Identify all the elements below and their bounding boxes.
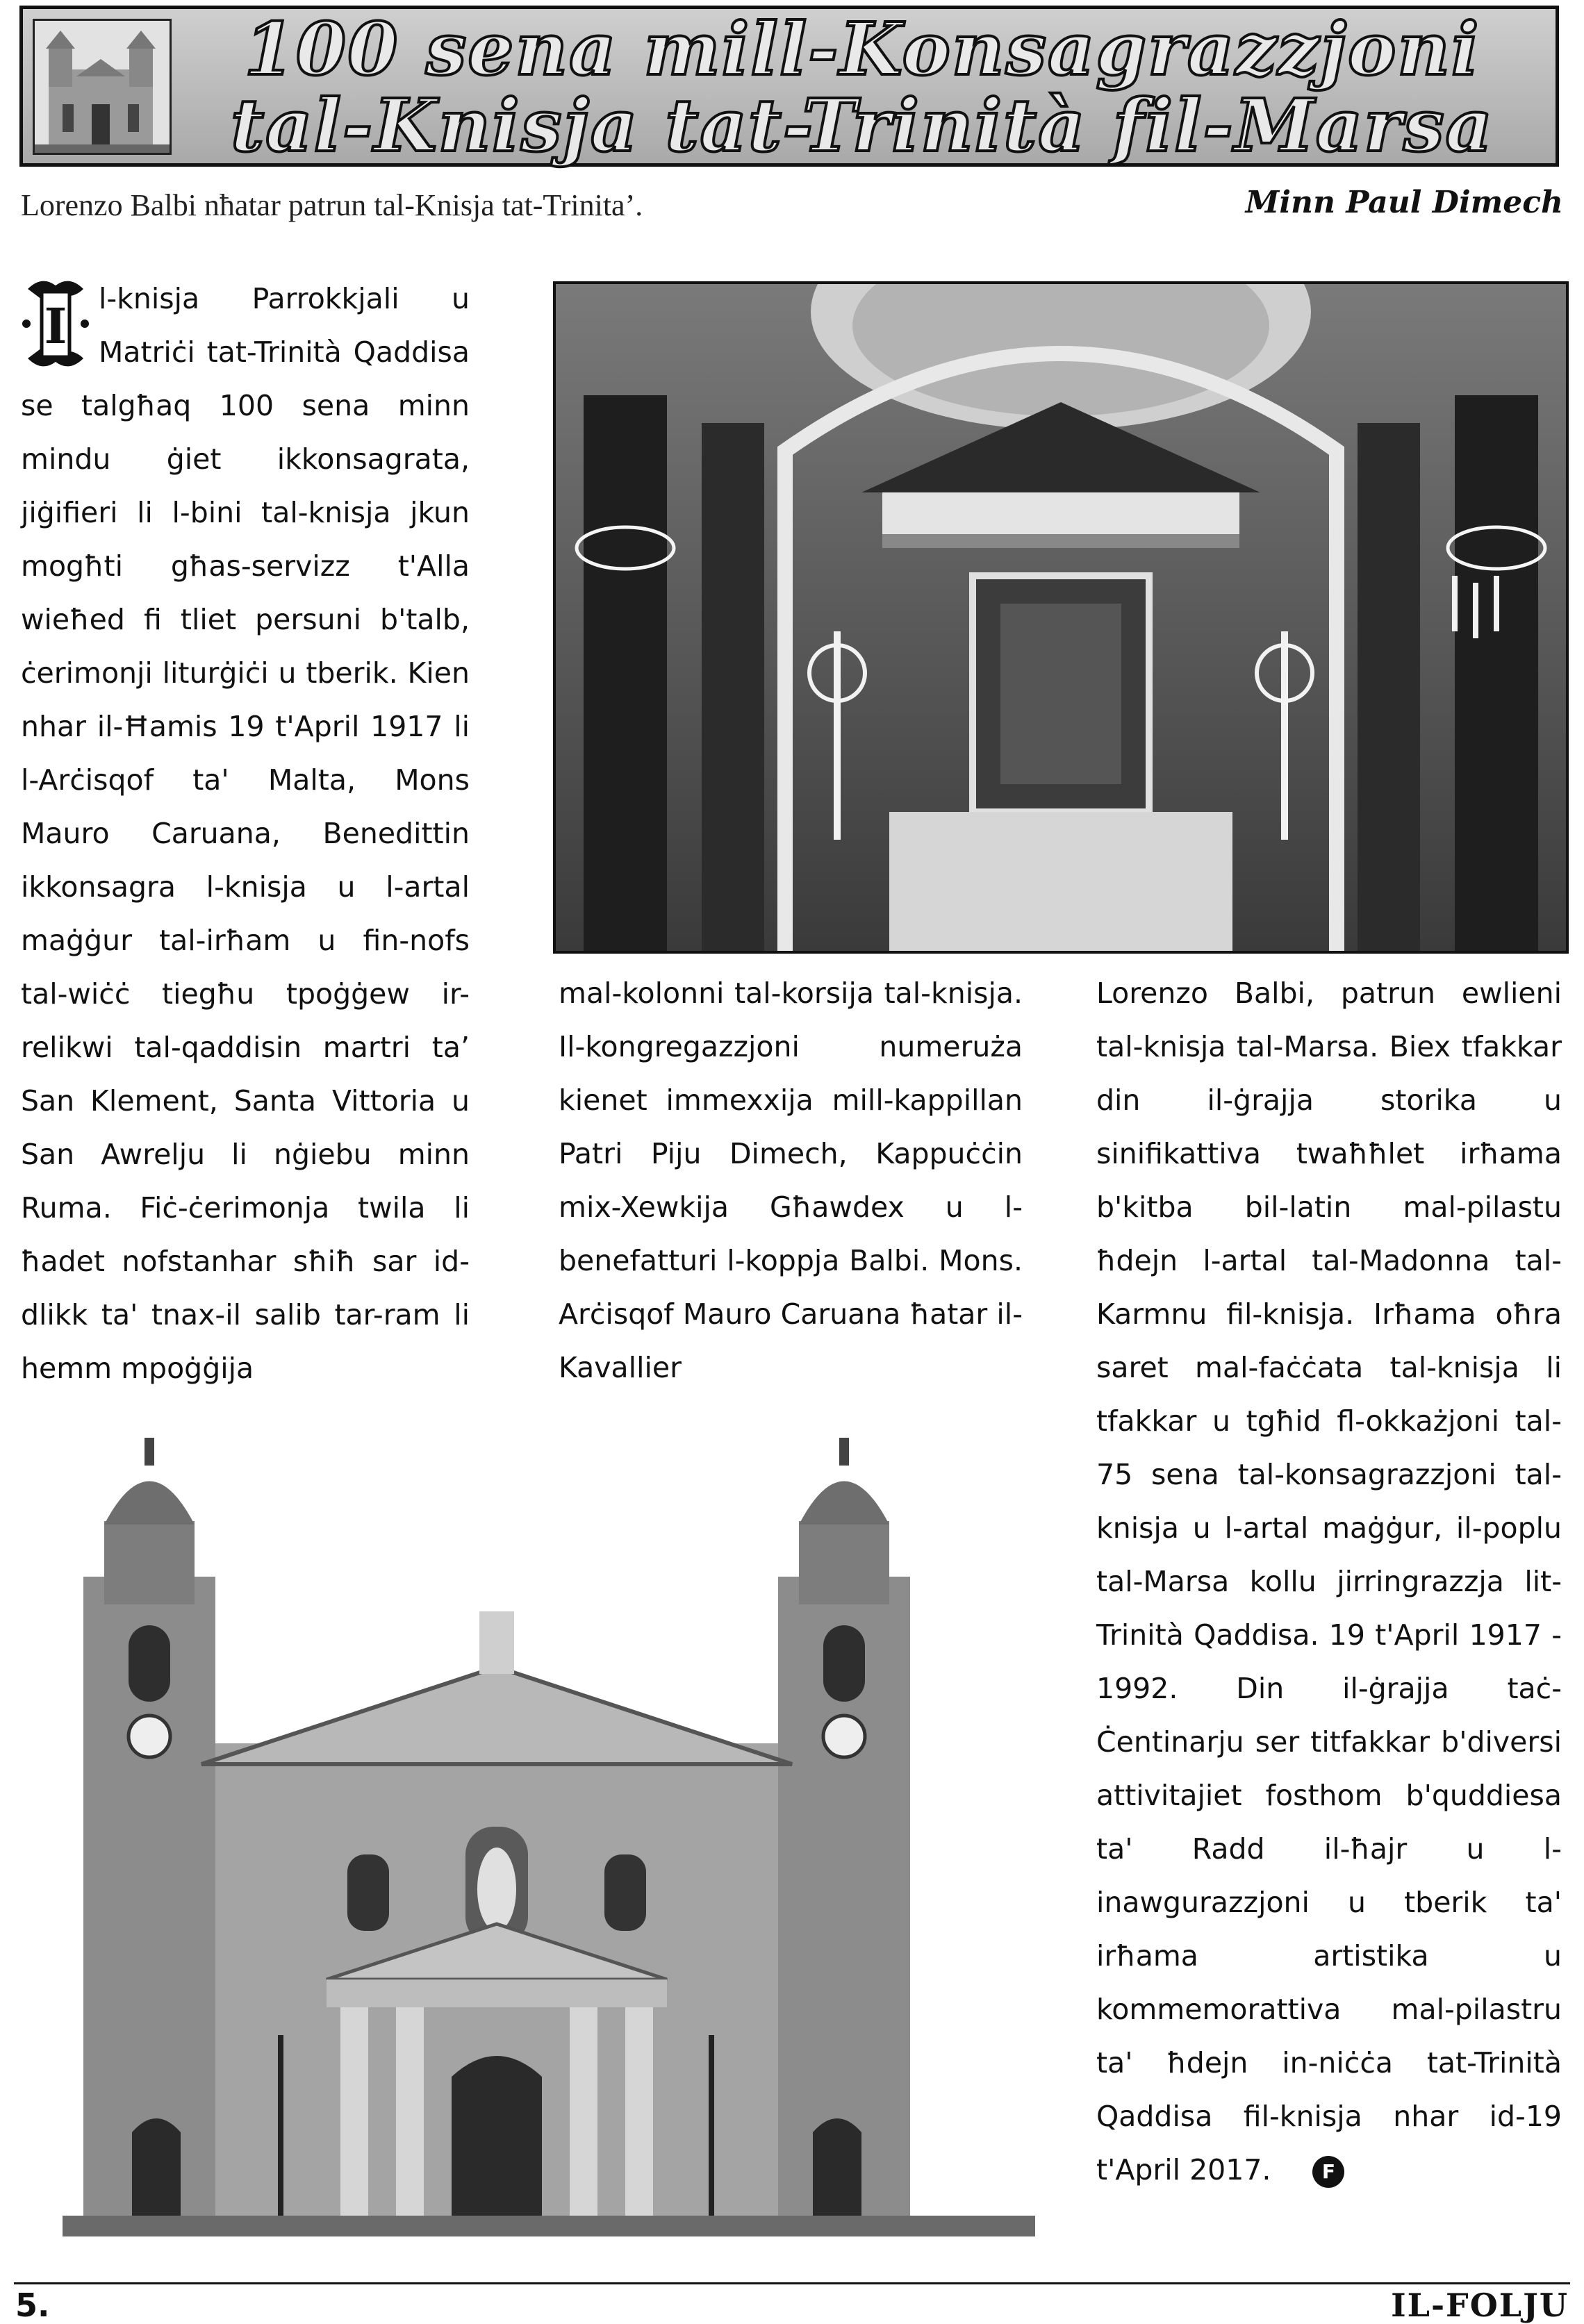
photo-caption: Lorenzo Balbi nħatar patrun tal-Knisja tat-Trinita’. bbox=[21, 188, 643, 222]
header-banner bbox=[19, 6, 1559, 167]
article-text-col1: l-knisja Parrokkjali u Matriċi tat-Trinità Qaddisa se talgħaq 100 sena minn mindu ġiet ikkonsagrata, jiġifieri li l-bini tal-knisja jkun mogħti għas-servizz t'Alla wieħed fi tliet persuni b'talb, ċerimonji liturġiċi u tberik. Kien nhar il-Ħamis 19 t'April 1917 li l-Arċisqof ta' Malta, Mons Mauro Caruana, Benedittin ikkonsagra l-knisja u l-artal maġġur tal-irħam u fin-nofs tal-wiċċ tiegħu tpoġġew ir-relikwi tal-qaddisin martri ta’ San Klement, Santa Vittoria u San Awrelju li nġiebu minn Ruma. Fiċ-ċerimonja twila li ħadet nofstanhar sħiħ sar id-dlikk ta' tnax-il salib tar-ram li hemm mpoġġija bbox=[21, 282, 470, 1385]
headline-line-2: tal-Knisja tat-Trinità fil-Marsa bbox=[231, 83, 1494, 168]
page-number: 5. bbox=[15, 2286, 50, 2324]
magazine-name: IL-FOLJU bbox=[1391, 2286, 1569, 2324]
end-of-article-icon: F bbox=[1312, 2156, 1344, 2188]
ornamental-dropcap bbox=[21, 275, 90, 372]
footer-rule bbox=[14, 2282, 1570, 2284]
church-interior-photo bbox=[553, 281, 1569, 954]
church-facade-photo bbox=[63, 1438, 1035, 2236]
article-text-col3 bbox=[1096, 967, 1562, 2197]
svg-text:I: I bbox=[44, 297, 67, 355]
church-thumbnail-image bbox=[33, 19, 172, 155]
article-column-2 bbox=[559, 967, 1023, 1395]
article-column-1 bbox=[21, 272, 470, 1395]
headline-line-1: 100 sena mill-Konsagrazzjoni bbox=[244, 6, 1480, 92]
article-text-col3-body: Lorenzo Balbi, patrun ewlieni tal-knisja tal-Marsa. Biex tfakkar din il-ġrajja storika u sinifikattiva twaħħlet irħama b'kitba bil-latin mal-pilastu ħdejn l-artal tal-Madonna tal-Karmnu fil-knisja. Irħama oħra saret mal-faċċata tal-knisja li tfakkar u tgħid fl-okkażjoni tal-75 sena tal-konsagrazzjoni tal-knisja u l-artal maġġur, il-poplu tal-Marsa kollu jirringrazzja lit-Trinità Qaddisa. 19 t'April 1917 - 1992. Din il-ġrajja taċ-Ċentinarju ser titfakkar b'diversi attivitajiet fosthom b'quddiesa ta' Radd il-ħajr u l-inawgurazzjoni u tberik ta' irħama artistika u kommemorattiva mal-pilastru ta' ħdejn in-niċċa tat-Trinità Qaddisa fil-knisja nhar id-19 t'April 2017. bbox=[1096, 977, 1562, 2186]
article-column-3 bbox=[1096, 967, 1562, 2197]
author-byline: Minn Paul Dimech bbox=[1245, 185, 1563, 220]
article-text-col2: mal-kolonni tal-korsija tal-knisja. Il-kongregazzjoni numeruża kienet immexxija mill-kappillan Patri Piju Dimech, Kappuċċin mix-Xewkija Għawdex u l-benefatturi l-koppja Balbi. Mons. Arċisqof Mauro Caruana ħatar il-Kavallier bbox=[559, 977, 1023, 1384]
